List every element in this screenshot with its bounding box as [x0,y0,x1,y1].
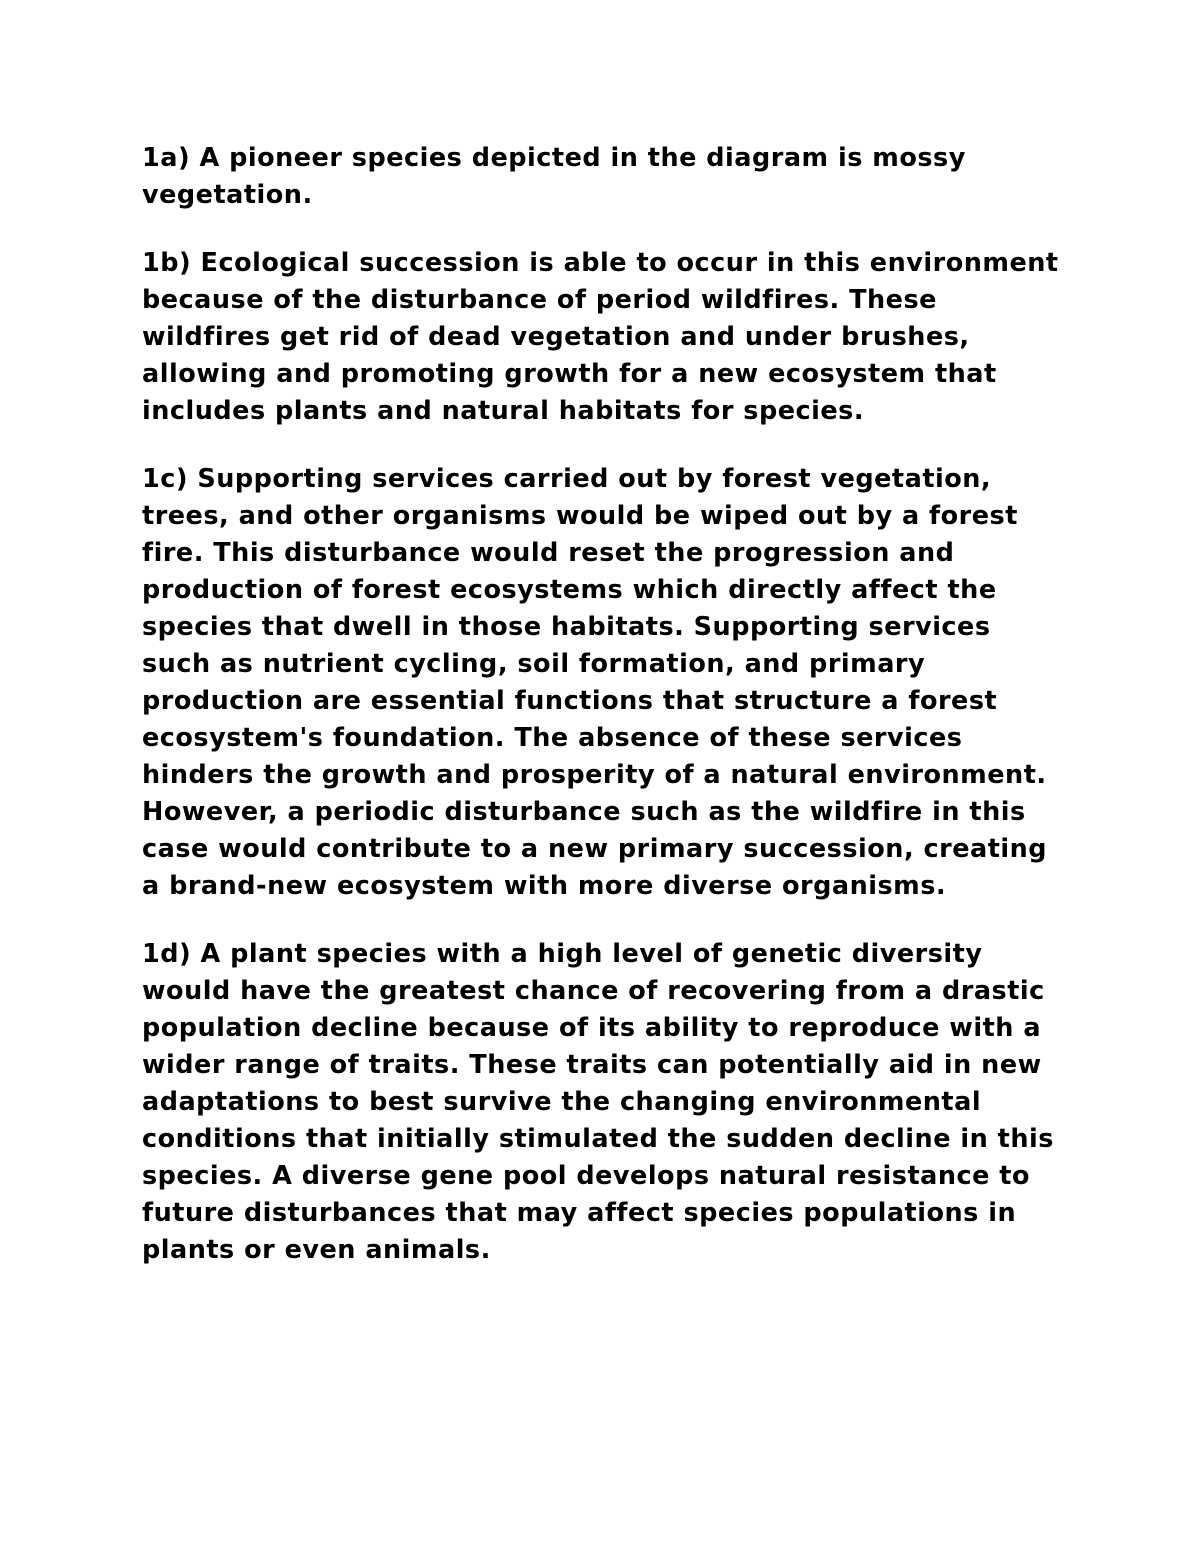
answer-1a-paragraph: 1a) A pioneer species depicted in the diagram is mossy vegetation. [142,143,966,210]
answer-1b-paragraph: 1b) Ecological succession is able to occur in this environment because of the disturbance of period wildfires. These wildfires get rid of dead vegetation and under brushes, allowing and promoting growth for a new ecosystem that includes plants and natural habitats for species. [142,248,1059,426]
document-body [142,140,1062,1300]
answer-1c-paragraph: 1c) Supporting services carried out by forest vegetation, trees, and other organisms would be wiped out by a forest fire. This disturbance would reset the progression and production of forest ecosystems which directly affect the species that dwell in those habitats. Supporting services such as nutrient cycling, soil formation, and primary production are essential functions that structure a forest ecosystem's foundation. The absence of these services hinders the growth and prosperity of a natural environment. However, a periodic disturbance such as the wildfire in this case would contribute to a new primary succession, creating a brand-new ecosystem with more diverse organisms. [142,464,1048,901]
answer-1d-paragraph: 1d) A plant species with a high level of genetic diversity would have the greatest chance of recovering from a drastic population decline because of its ability to reproduce with a wider range of traits. These traits can potentially aid in new adaptations to best survive the changing environmental conditions that initially stimulated the sudden decline in this species. A diverse gene pool develops natural resistance to future disturbances that may affect species populations in plants or even animals. [142,939,1054,1265]
